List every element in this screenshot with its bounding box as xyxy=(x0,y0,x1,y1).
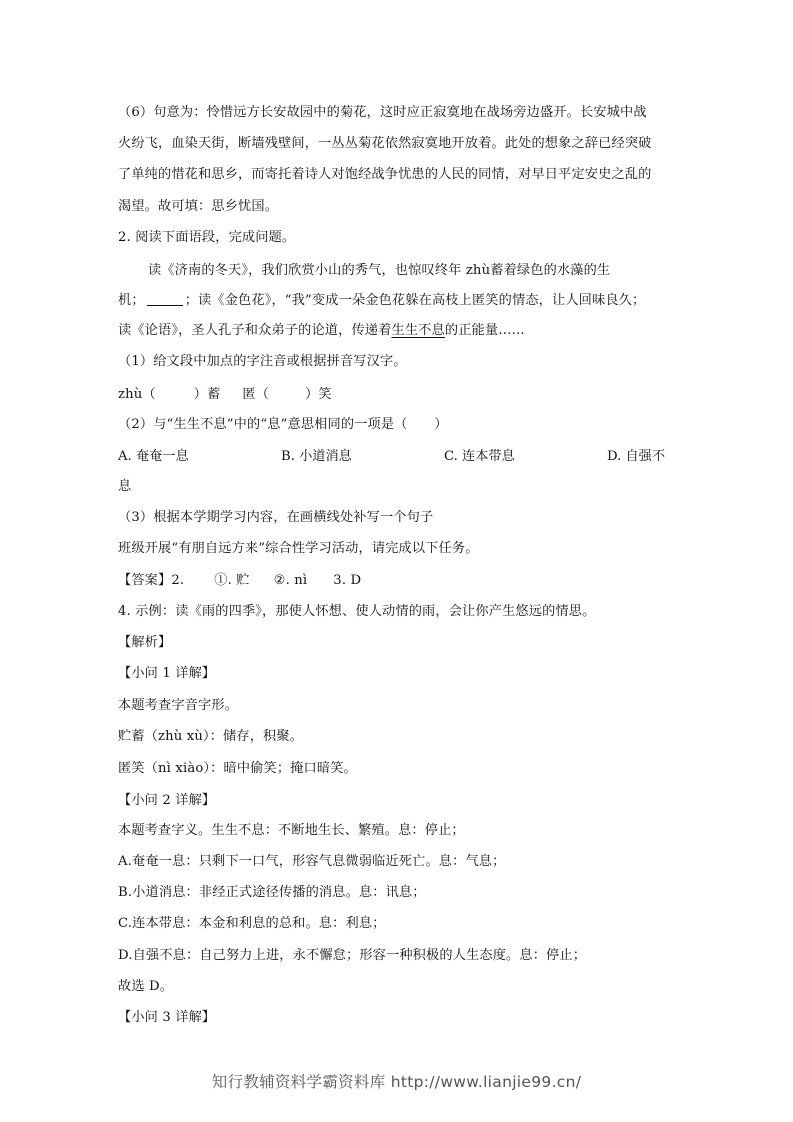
passage-line xyxy=(118,292,645,310)
fill-text: zhù（ xyxy=(118,387,156,402)
answer-item: 2. xyxy=(171,573,185,588)
passage-text: 的正能量…… xyxy=(444,323,525,338)
passage-line xyxy=(118,322,525,340)
analysis-line: 匿笑（nì xiào）：暗中偷笑；掩口暗笑。 xyxy=(118,761,357,776)
fill-blank-line xyxy=(147,293,183,306)
analysis-line: C.连本带息：本金和利息的总和。息：利息； xyxy=(118,916,386,931)
answer-item: ①. 贮 xyxy=(214,573,250,588)
option-d-wrap: 息 xyxy=(118,479,132,494)
page-footer-watermark: 知行教辅资料学霸资料库 http://www.lianjie99.cn/ xyxy=(211,1073,582,1091)
analysis-line: D.自强不息：自己努力上进，永不懈怠；形容一种积极的人生态度。息：停止； xyxy=(118,948,587,963)
analysis-line: 故选 D。 xyxy=(118,979,174,994)
sub-question-1: （1）给文段中加点的字注音或根据拼音写汉字。 xyxy=(118,354,407,369)
fill-text: ）蓄 xyxy=(193,387,221,402)
option-a: A. 奄奄一息 xyxy=(118,449,189,464)
activity-line: 班级开展“有朋自远方来”综合性学习活动，请完成以下任务。 xyxy=(118,541,479,556)
passage-line: 读《济南的冬天》，我们欣赏小山的秀气，也惊叹终年 zhù蓄着绿色的水藻的生 xyxy=(148,263,611,278)
answer-label: 【答案】 xyxy=(118,573,172,588)
analysis-line: A.奄奄一息：只剩下一口气，形容气息微弱临近死亡。息：气息； xyxy=(118,854,506,869)
option-c: C. 连本带息 xyxy=(444,449,515,464)
answer-item: 3. D xyxy=(333,573,362,588)
paragraph-line: 渴望。故可填：思乡忧国。 xyxy=(118,199,279,214)
fill-text: ）笑 xyxy=(305,387,332,402)
answer-line xyxy=(118,572,361,590)
paragraph-line: （6）句意为：怜惜远方长安故园中的菊花，这时应正寂寞地在战场旁边盛开。长安城中战 xyxy=(118,105,647,120)
answer-line: 4. 示例：读《雨的四季》，那使人怀想、使人动情的雨，会让你产生悠远的情思。 xyxy=(118,604,596,619)
fill-in-line xyxy=(118,386,332,404)
section-heading: 【小问 2 详解】 xyxy=(118,793,216,808)
option-d: D. 自强不 xyxy=(607,449,666,464)
analysis-line: 本题考查字音字形。 xyxy=(118,698,239,713)
paragraph-line: 了单纯的惜花和思乡，而寄托着诗人对饱经战争忧患的人民的同情，对早日平定安史之乱的 xyxy=(118,167,652,182)
paragraph-line: 火纷飞，血染天街，断墙残壁间，一丛丛菊花依然寂寞地开放着。此处的想象之辞已经突破 xyxy=(118,136,652,151)
option-b: B. 小道消息 xyxy=(281,449,352,464)
fill-text: 匿（ xyxy=(242,387,270,402)
answer-item: ②. nì xyxy=(273,573,308,588)
underlined-phrase: 生生不息 xyxy=(391,323,445,338)
passage-text: 机； xyxy=(118,293,145,308)
section-heading: 【小问 1 详解】 xyxy=(118,666,216,681)
question-title: 2. 阅读下面语段，完成问题。 xyxy=(118,230,296,245)
analysis-line: 本题考查字义。生生不息：不断地生长、繁殖。息：停止； xyxy=(118,823,465,838)
analysis-line: B.小道消息：非经正式途径传播的消息。息：讯息； xyxy=(118,885,426,900)
sub-question-3: （3）根据本学期学习内容，在画横线处补写一个句子 xyxy=(118,510,434,525)
analysis-label: 【解析】 xyxy=(118,635,172,650)
section-heading: 【小问 3 详解】 xyxy=(118,1010,216,1025)
passage-text: ；读《金色花》，“我”变成一朵金色花躲在高枝上匿笑的情态，让人回味良久； xyxy=(184,293,646,308)
sub-question-2: （2）与“生生不息”中的“息”意思相同的一项是（ ） xyxy=(118,417,448,432)
passage-text: 读《论语》，圣人孔子和众弟子的论道，传递着 xyxy=(118,323,392,338)
analysis-line: 贮蓄（zhù xù）：储存，积聚。 xyxy=(118,729,304,744)
